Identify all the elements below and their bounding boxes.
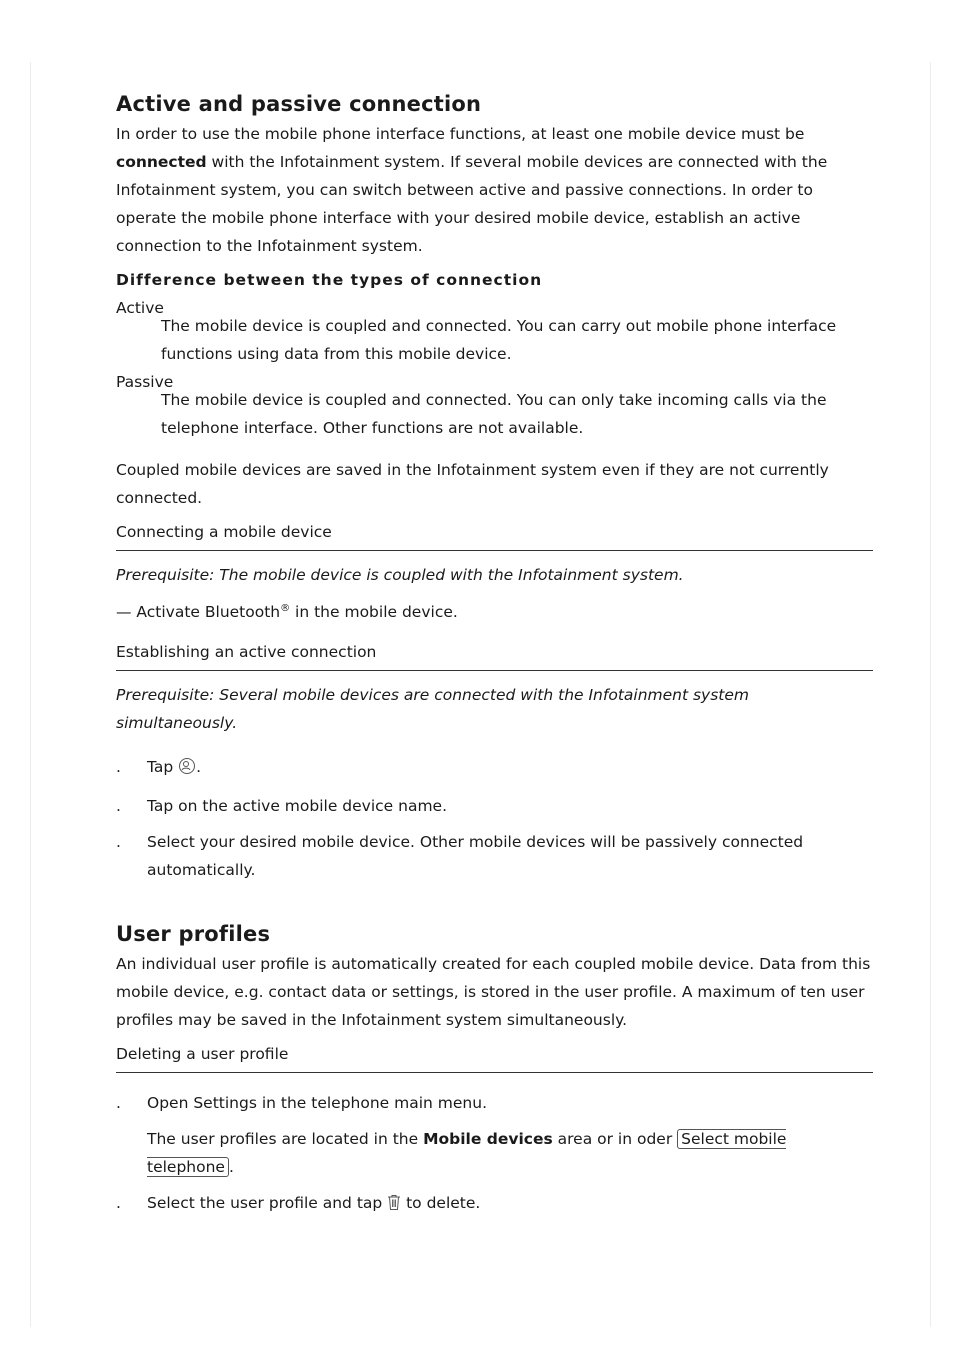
intro-paragraph — [116, 120, 873, 260]
registered-mark: ® — [280, 603, 291, 614]
establishing-prereq: Prerequisite: Several mobile devices are connected with the Infotainment system simultaneously. — [116, 686, 750, 733]
document-page — [116, 92, 873, 1228]
intro-text-continued: with the Infotainment system. If several mobile devices are connected with the Infotainment system, you can switch between active and passive connections. In order to operate the mobile phone interface with your desired mobile device, establish an active connection to the Infotainment system. — [116, 153, 828, 255]
step-tap-device-name — [116, 792, 873, 820]
step-open-settings — [116, 1089, 873, 1117]
definition-active — [116, 299, 873, 368]
note-text-mid: area or in oder — [552, 1130, 678, 1149]
bullet: . — [116, 1194, 121, 1213]
activate-bluetooth — [116, 595, 873, 626]
step-text-end: . — [196, 758, 202, 777]
establishing-label: Establishing an active connection — [116, 638, 873, 671]
note-bold: Mobile devices — [423, 1130, 553, 1149]
bullet: . — [116, 1094, 121, 1113]
user-profiles-intro: An individual user profile is automatically created for each coupled mobile device. Data from this mobile device, e.g. contact data or settings, is stored in the user profile. A maximum of ten user profiles may be saved in the Infotainment system simultaneously. — [116, 955, 871, 1030]
activate-text: — Activate Bluetooth — [116, 603, 281, 622]
right-margin-line — [930, 62, 931, 1327]
step-text: Select the user profile and tap — [147, 1194, 388, 1213]
step-text-end: to delete. — [401, 1194, 481, 1213]
section-title-active-passive: Active and passive connection — [116, 92, 482, 116]
step-tap-icon — [116, 753, 873, 784]
phone-user-icon — [178, 756, 196, 784]
spacer — [116, 892, 873, 922]
definition-term: Passive — [116, 373, 174, 391]
bullet: . — [116, 797, 121, 816]
step-delete-profile — [116, 1189, 873, 1220]
select-mobile-telephone-button-ref: Select mobile telephone — [147, 1130, 787, 1177]
definition-passive — [116, 373, 873, 442]
definition-desc: The mobile device is coupled and connected. You can only take incoming calls via the telephone interface. Other functions are not available. — [161, 391, 827, 437]
trash-icon — [387, 1192, 401, 1220]
connecting-label: Connecting a mobile device — [116, 518, 873, 551]
step-text: Select your desired mobile device. Other mobile devices will be passively connected automatically. — [147, 833, 804, 880]
bullet: . — [116, 758, 121, 777]
saved-note: Coupled mobile devices are saved in the Infotainment system even if they are not currently connected. — [116, 461, 829, 507]
note-text-end: . — [228, 1158, 234, 1177]
intro-bold: connected — [116, 153, 207, 171]
subheading-difference: Difference between the types of connection — [116, 271, 543, 289]
deleting-label: Deleting a user profile — [116, 1040, 873, 1073]
profiles-location-note — [116, 1125, 873, 1181]
step-text: Tap on the active mobile device name. — [147, 797, 448, 816]
connecting-prereq: Prerequisite: The mobile device is coupled with the Infotainment system. — [116, 566, 684, 584]
left-margin-line — [30, 62, 31, 1327]
definition-desc: The mobile device is coupled and connected. You can carry out mobile phone interface functions using data from this mobile device. — [161, 317, 837, 363]
intro-text: In order to use the mobile phone interface functions, at least one mobile device must be — [116, 125, 805, 143]
step-text: Open Settings in the telephone main menu. — [147, 1094, 488, 1113]
step-text: Tap — [147, 758, 179, 777]
definition-term: Active — [116, 299, 164, 317]
bullet: . — [116, 833, 121, 852]
activate-text-end: in the mobile device. — [290, 603, 458, 622]
note-text: The user profiles are located in the — [147, 1130, 424, 1149]
step-select-device — [116, 828, 873, 884]
section-title-user-profiles: User profiles — [116, 922, 271, 947]
definition-list — [116, 299, 873, 442]
